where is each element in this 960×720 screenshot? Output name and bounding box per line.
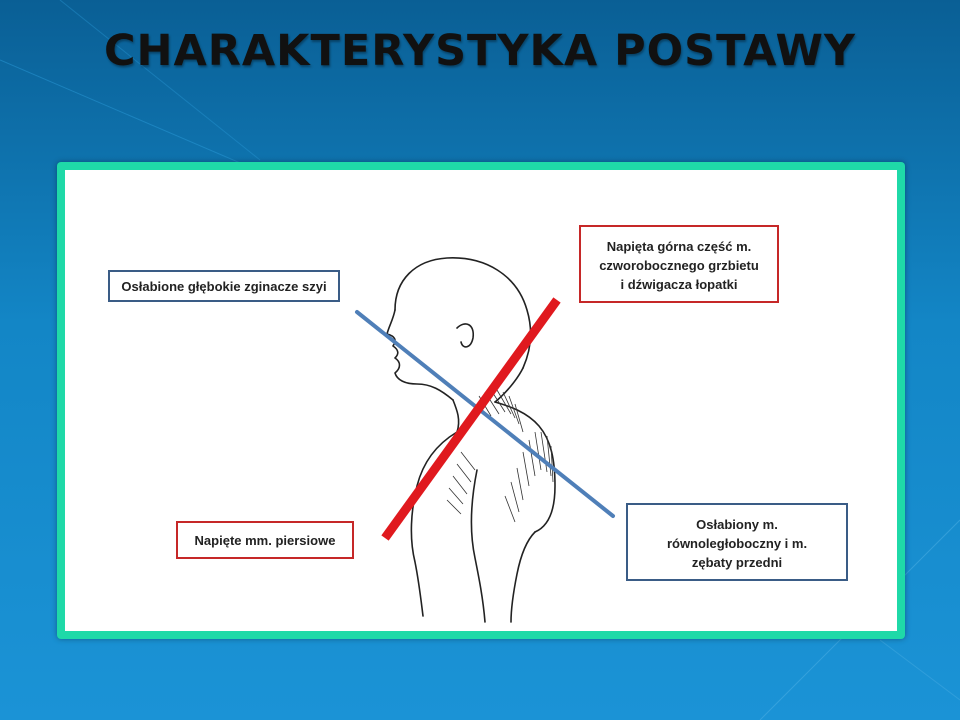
label-text-line-2: równoległoboczny i m. bbox=[666, 536, 808, 551]
label-text-line-2: czworobocznego grzbietu bbox=[599, 258, 759, 273]
body-outline bbox=[387, 258, 555, 622]
label-text: Osłabione głębokie zginacze szyi bbox=[121, 279, 327, 294]
label-text-line-3: zębaty przedni bbox=[691, 555, 783, 570]
label-text-line-1: Napięta górna część m. bbox=[606, 239, 752, 254]
label-text: Napięte mm. piersiowe bbox=[194, 533, 336, 548]
diagram-frame bbox=[57, 162, 905, 639]
label-weak-rhomboid bbox=[626, 503, 848, 581]
slide-title: CHARAKTERYSTYKA POSTAWY bbox=[103, 26, 857, 76]
label-text-line-1: Osłabiony m. bbox=[696, 517, 778, 532]
label-text-line-3: i dźwigacza łopatki bbox=[620, 277, 738, 292]
weak-muscles-line bbox=[357, 312, 613, 516]
label-tight-trapezius bbox=[579, 225, 779, 303]
label-tight-pectorals bbox=[176, 521, 354, 559]
diagram-canvas bbox=[65, 170, 897, 631]
label-weak-neck-flexors bbox=[108, 270, 340, 302]
